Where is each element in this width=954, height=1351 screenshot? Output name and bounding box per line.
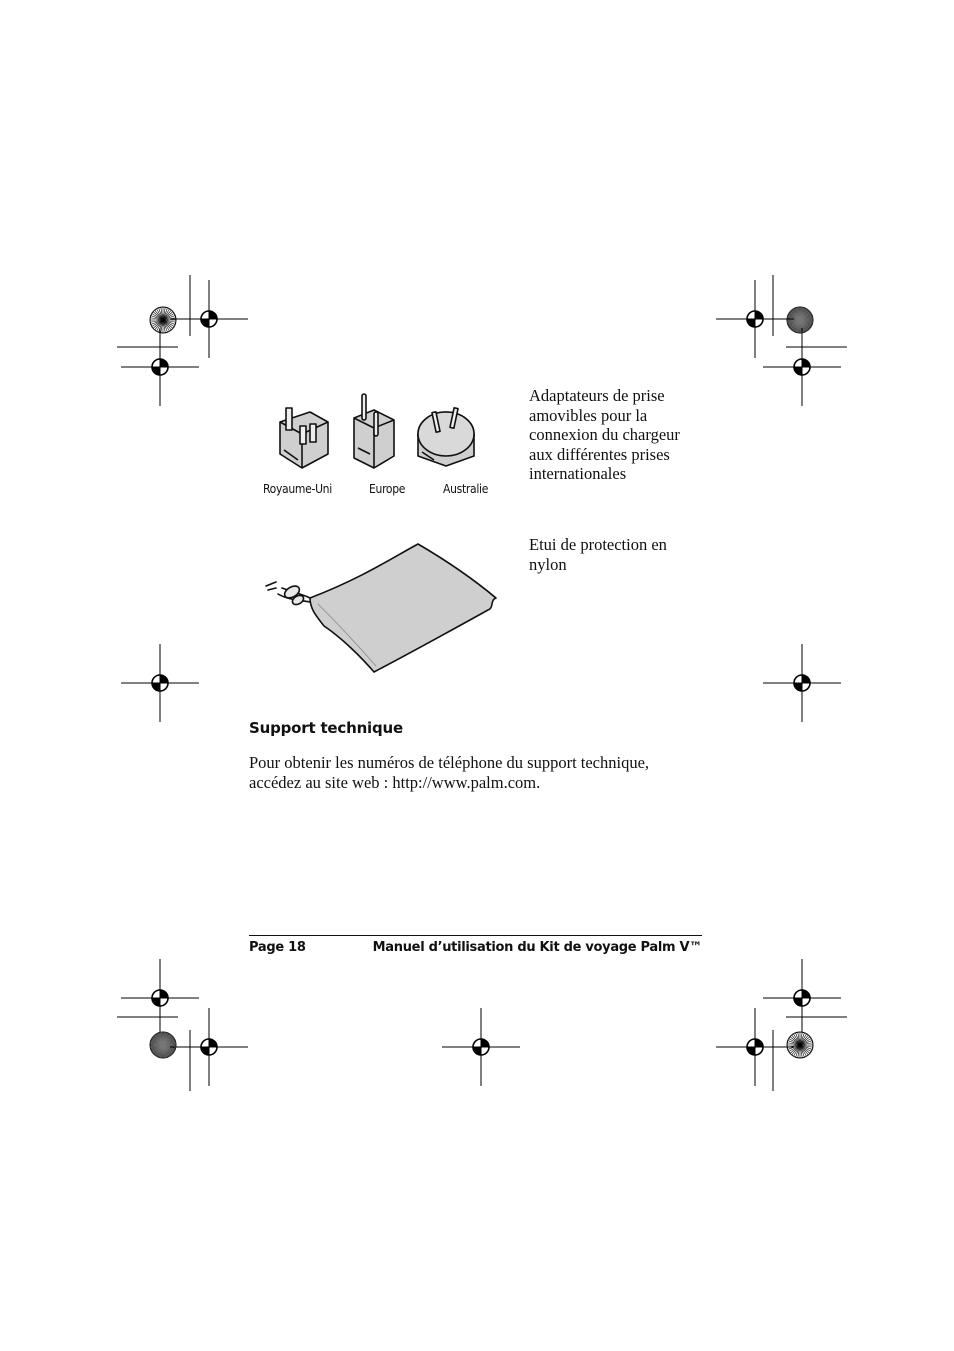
nylon-pouch-illustration	[262, 538, 502, 678]
section-heading-support: Support technique	[249, 719, 403, 737]
registration-star-icon	[150, 307, 176, 333]
registration-crosshair-icon	[121, 959, 199, 1037]
registration-star-icon	[150, 1032, 176, 1058]
australia-plug-icon	[418, 408, 474, 466]
registration-star-icon	[787, 307, 813, 333]
footer-rule	[249, 935, 702, 936]
plug-adapters-illustration	[262, 390, 502, 475]
support-body-line-1: Pour obtenir les numéros de téléphone du support technique,	[249, 753, 650, 772]
registration-crosshair-icon	[763, 644, 841, 722]
adapter-label-europe: Europe	[369, 482, 406, 496]
adapters-description: Adaptateurs de prise amovibles pour la connexion du chargeur aux différentes prises internationales	[529, 386, 680, 483]
footer-manual-title: Manuel d’utilisation du Kit de voyage Palm V™	[372, 940, 702, 955]
adapter-label-australia: Australie	[443, 482, 489, 496]
registration-crosshair-icon	[121, 644, 199, 722]
support-body-line-2: accédez au site web : http://www.palm.com.	[249, 773, 541, 792]
registration-crosshair-icon	[121, 328, 199, 406]
footer-page-number: Page 18	[249, 940, 306, 955]
adapter-label-uk: Royaume-Uni	[263, 482, 332, 496]
uk-plug-icon	[280, 408, 328, 468]
europe-plug-icon	[354, 394, 394, 468]
registration-crosshair-icon	[716, 1008, 794, 1086]
registration-crosshair-icon	[170, 1008, 248, 1086]
registration-crosshair-icon	[170, 280, 248, 358]
registration-crosshair-icon	[763, 959, 841, 1037]
registration-star-icon	[787, 1032, 813, 1058]
registration-crosshair-icon	[716, 280, 794, 358]
pouch-description: Etui de protection en nylon	[529, 535, 667, 574]
registration-crosshair-icon	[763, 328, 841, 406]
registration-crosshair-icon	[442, 1008, 520, 1086]
